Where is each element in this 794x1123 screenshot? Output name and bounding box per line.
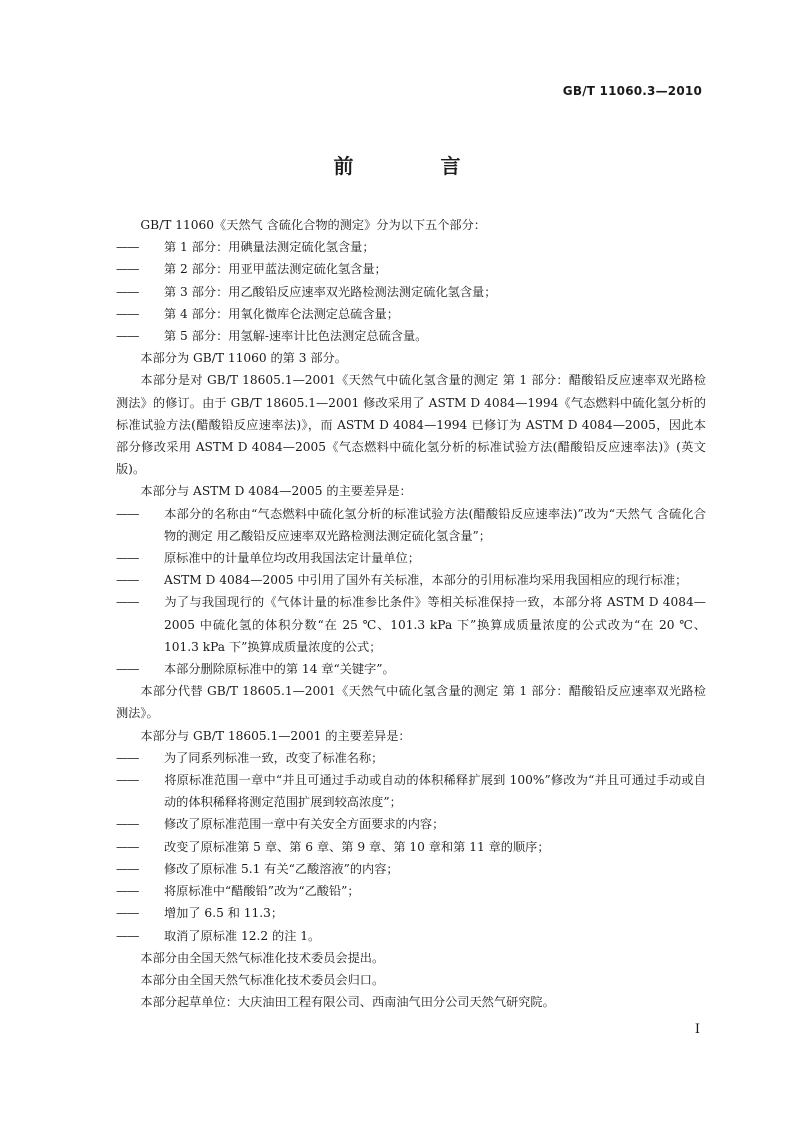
list-item: —— 修改了原标准范围一章中有关安全方面要求的内容；	[116, 813, 706, 835]
list-item: —— 将原标准范围一章中“并且可通过手动或自动的体积稀释扩展到 100%”修改为“并且可通过手动或自动的体积稀释将测定范围扩展到较高浓度”；	[116, 769, 706, 813]
page-number: I	[694, 1022, 700, 1037]
list-item: —— 本部分删除原标准中的第 14 章“关键字”。	[116, 658, 706, 680]
list-item: —— 为了同系列标准一致，改变了标准名称；	[116, 747, 706, 769]
page-title: 前 言	[333, 154, 501, 178]
list-item: —— 本部分的名称由“气态燃料中硫化氢分析的标准试验方法(醋酸铅反应速率法)”改为“天然气 含硫化合物的测定 用乙酸铅反应速率双光路检测法测定硫化氢含量”；	[116, 503, 706, 547]
list-item: —— 取消了原标准 12.2 的注 1。	[116, 925, 706, 947]
list-item: —— 第 2 部分：用亚甲蓝法测定硫化氢含量；	[116, 258, 706, 280]
paragraph: GB/T 11060《天然气 含硫化合物的测定》分为以下五个部分：	[140, 218, 486, 232]
list-item: —— 为了与我国现行的《气体计量的标准参比条件》等相关标准保持一致，本部分将 ASTM D 4084—2005 中硫化氢的体积分数“在 25 ℃、101.3 kPa 下”换算成质量浓度的公式改为“在 20 ℃、101.3 kPa 下”换算成质量浓度的公式；	[116, 591, 706, 658]
paragraph: 本部分由全国天然气标准化技术委员会提出。	[140, 950, 385, 965]
paragraph: 本部分与 ASTM D 4084—2005 的主要差异是：	[140, 484, 412, 499]
paragraph: 本部分是对 GB/T 18605.1—2001《天然气中硫化氢含量的测定 第 1 部分：醋酸铅反应速率双光路检测法》的修订。由于 GB/T 18605.1—2001 修改采用了 ASTM D 4084—1994《气态燃料中硫化氢分析的标准试验方法(醋酸铅反应速率法)》，而 ASTM D 4084—1994 已修订为 ASTM D 4084—2005，因此本部分修改采用 ASTM D 4084—2005《气态燃料中硫化氢分析的标准试验方法(醋酸铅反应速率法)》(英文版)。	[116, 373, 706, 477]
list-item: —— 将原标准中“醋酸铅”改为“乙酸铅”；	[116, 880, 706, 902]
standard-code: GB/T 11060.3—2010	[562, 84, 702, 98]
list-item: —— 增加了 6.5 和 11.3；	[116, 902, 706, 924]
paragraph: 本部分起草单位：大庆油田工程有限公司、西南油气田分公司天然气研究院。	[140, 995, 555, 1010]
list-item: —— 第 3 部分：用乙酸铅反应速率双光路检测法测定硫化氢含量；	[116, 281, 706, 303]
list-item: —— 改变了原标准第 5 章、第 6 章、第 9 章、第 10 章和第 11 章的顺序；	[116, 836, 706, 858]
paragraph: 本部分由全国天然气标准化技术委员会归口。	[140, 972, 385, 987]
list-item: —— 修改了原标准 5.1 有关“乙酸溶液”的内容；	[116, 858, 706, 880]
foreword-body	[116, 214, 706, 1013]
list-item: —— ASTM D 4084—2005 中引用了国外有关标准，本部分的引用标准均采用我国相应的现行标准；	[116, 569, 706, 591]
list-item: —— 第 4 部分：用氧化微库仑法测定总硫含量；	[116, 303, 706, 325]
list-item: —— 第 1 部分：用碘量法测定硫化氢含量；	[116, 236, 706, 258]
paragraph: 本部分与 GB/T 18605.1—2001 的主要差异是：	[140, 728, 411, 743]
paragraph: 本部分代替 GB/T 18605.1—2001《天然气中硫化氢含量的测定 第 1 部分：醋酸铅反应速率双光路检测法》。	[116, 684, 706, 721]
list-item: —— 原标准中的计量单位均改用我国法定计量单位；	[116, 547, 706, 569]
list-item: —— 第 5 部分：用氢解-速率计比色法测定总硫含量。	[116, 325, 706, 347]
paragraph: 本部分为 GB/T 11060 的第 3 部分。	[140, 351, 347, 366]
